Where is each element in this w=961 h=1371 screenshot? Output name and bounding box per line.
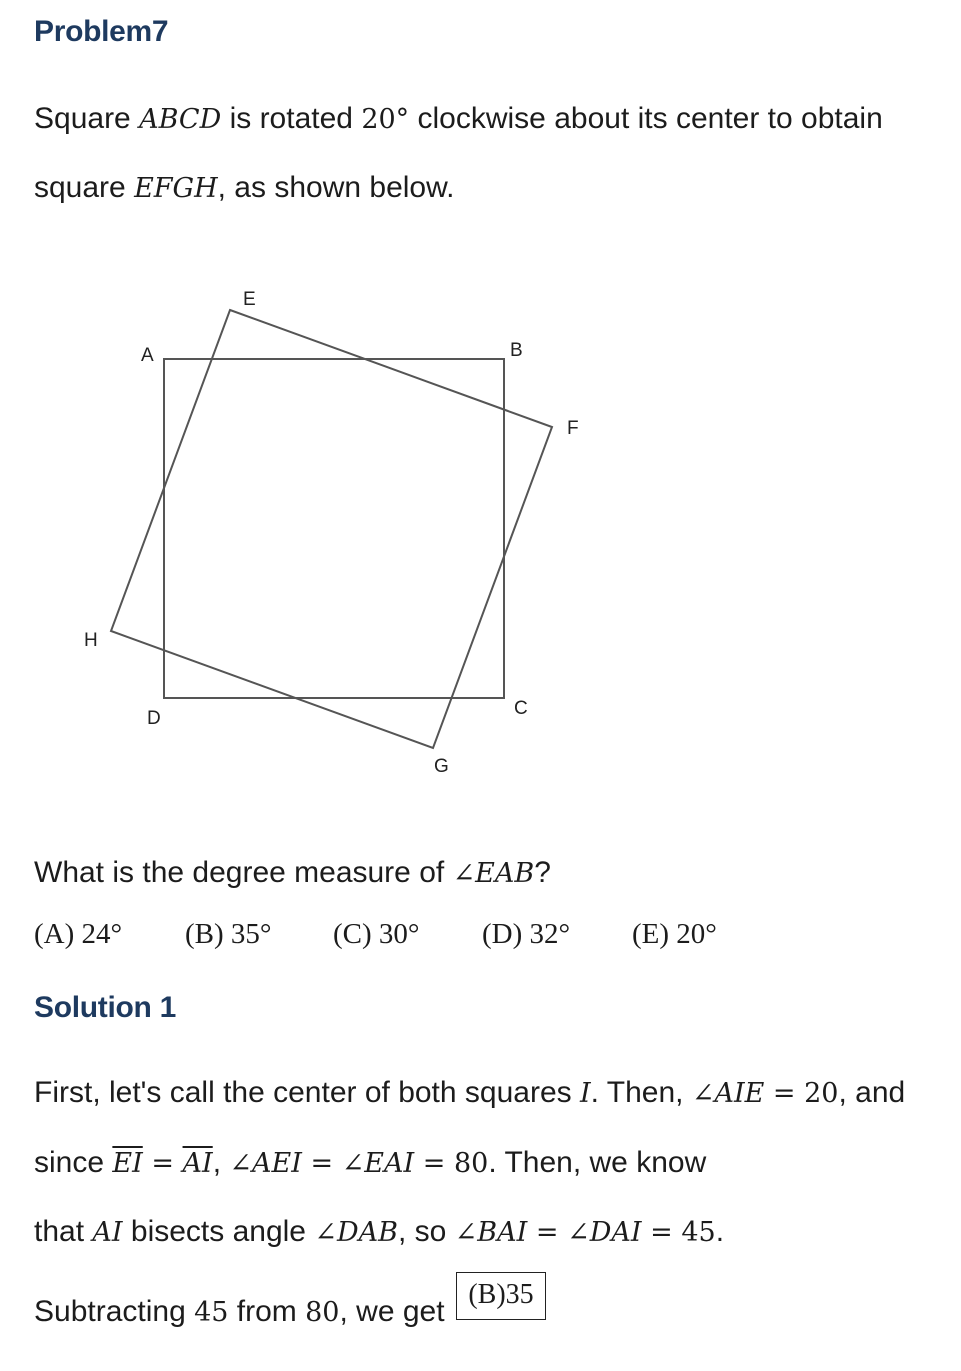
solution-line-2: [34, 1146, 706, 1181]
question-text: [34, 856, 551, 891]
solution-title: Solution 1: [34, 991, 176, 1024]
math-value: = 80: [414, 1148, 489, 1179]
math-angle-eab: ∠EAB: [452, 858, 535, 889]
solution-text: , and: [838, 1076, 906, 1109]
choice-b: (B) 35°: [185, 918, 272, 950]
label-a: A: [141, 345, 154, 366]
math-equals: =: [301, 1148, 342, 1179]
math-number-80: 80: [305, 1297, 340, 1328]
statement-text: square: [34, 171, 135, 204]
label-e: E: [243, 289, 256, 310]
math-value: = 20: [764, 1078, 839, 1109]
label-g: G: [434, 756, 449, 777]
math-angle-bai: ∠BAI: [454, 1217, 528, 1248]
square-abcd: [164, 359, 504, 698]
math-center-i: I: [579, 1078, 591, 1109]
solution-text: ,: [212, 1146, 230, 1179]
statement-text: clockwise about its center to obtain: [409, 102, 883, 135]
choice-e: (E) 20°: [632, 918, 717, 950]
solution-line-4: [34, 1295, 445, 1330]
math-segment-ei: $\overline{EI}$: [112, 1148, 143, 1179]
math-angle-dai: ∠DAI: [567, 1217, 642, 1248]
solution-text: bisects angle: [122, 1215, 315, 1248]
solution-text: . Then, we know: [488, 1146, 707, 1179]
solution-text: from: [228, 1295, 306, 1328]
statement-text: Square: [34, 102, 140, 135]
math-equals: =: [527, 1217, 568, 1248]
solution-line-3: [34, 1215, 724, 1250]
math-angle-aie: ∠AIE: [691, 1078, 765, 1109]
math-square-efgh: EFGH: [134, 173, 218, 204]
solution-text: since: [34, 1146, 113, 1179]
choice-a: (A) 24°: [34, 918, 123, 950]
solution-text: , we get: [339, 1295, 445, 1328]
statement-text: , as shown below.: [217, 171, 455, 204]
label-c: C: [514, 698, 528, 719]
choice-d: (D) 32°: [482, 918, 571, 950]
problem-title: Problem7: [34, 15, 169, 48]
statement-text: is rotated: [221, 102, 362, 135]
solution-text: Subtracting: [34, 1295, 195, 1328]
choice-c: (C) 30°: [333, 918, 420, 950]
boxed-answer: (B)35: [456, 1272, 546, 1320]
square-efgh: [111, 310, 552, 748]
math-value: = 45: [641, 1217, 716, 1248]
question-part: ?: [534, 856, 551, 889]
solution-text: .: [715, 1215, 725, 1248]
math-number-45: 45: [194, 1297, 229, 1328]
math-angle-dab: ∠DAB: [314, 1217, 398, 1248]
solution-text: First, let's call the center of both squares: [34, 1076, 580, 1109]
math-equals: =: [142, 1148, 183, 1179]
math-angle-eai: ∠EAI: [341, 1148, 415, 1179]
solution-text: . Then,: [590, 1076, 692, 1109]
math-square-abcd: ABCD: [139, 104, 222, 135]
solution-text: , so: [397, 1215, 455, 1248]
question-part: What is the degree measure of: [34, 856, 453, 889]
solution-line-1: [34, 1076, 905, 1111]
math-segment-ai: AI: [92, 1217, 123, 1248]
label-d: D: [147, 708, 161, 729]
math-angle-20: 20°: [361, 104, 410, 135]
label-b: B: [510, 340, 523, 361]
label-f: F: [567, 418, 579, 439]
math-angle-aei: ∠AEI: [229, 1148, 302, 1179]
label-h: H: [84, 630, 98, 651]
solution-text: that: [34, 1215, 93, 1248]
math-segment-ai: $\overline{AI}$: [182, 1148, 213, 1179]
